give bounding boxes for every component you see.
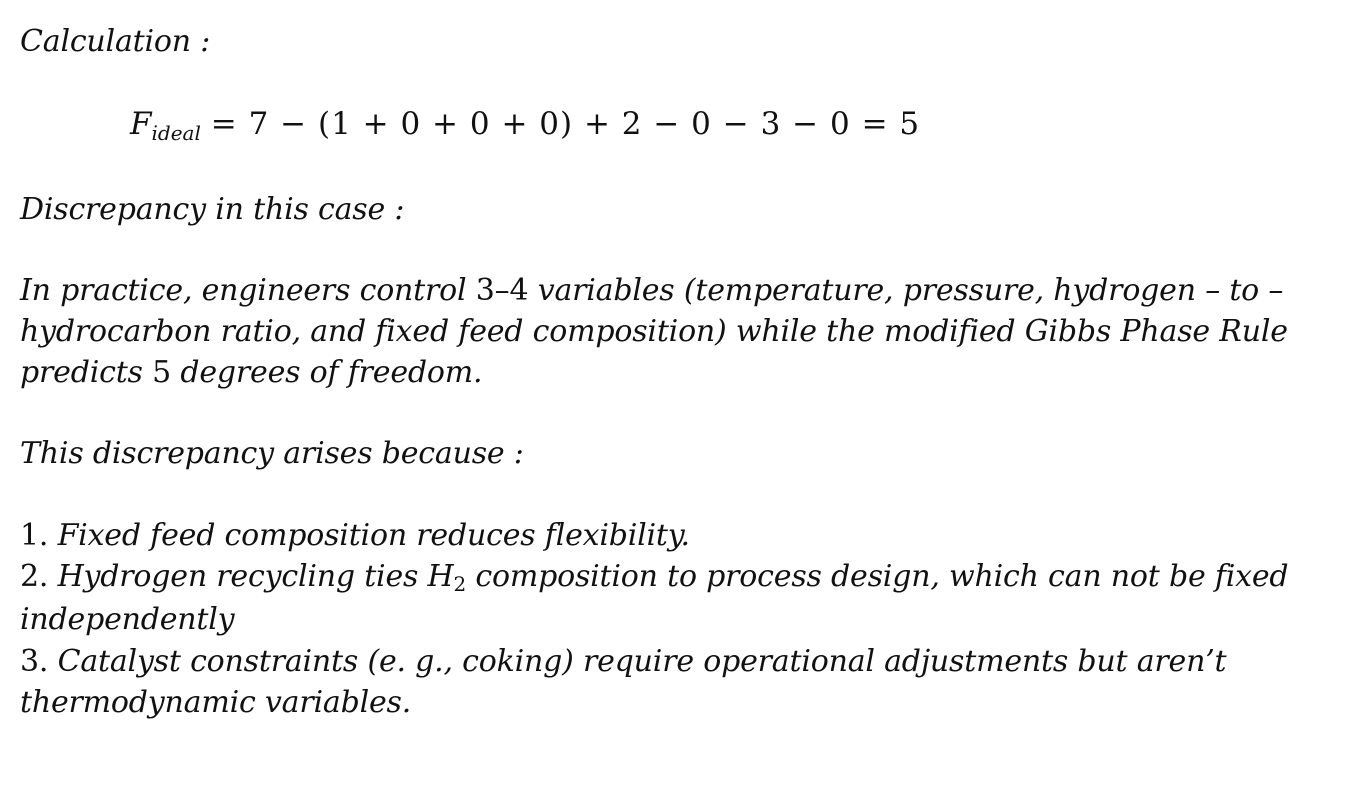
discrepancy-heading: Discrepancy in this case : — [20, 192, 405, 227]
equation-variable: F — [130, 106, 152, 142]
paragraph-line-2: hydrocarbon ratio, and fixed feed composition) while the modified Gibbs Phase Rule — [20, 314, 1288, 349]
reason-2-text-a: Hydrogen recycling ties H — [57, 559, 454, 594]
document-page — [20, 0, 1340, 788]
reason-2-subscript: 2 — [453, 572, 467, 596]
paragraph-line-3 — [20, 353, 482, 393]
paragraph-line-1-b: variables (temperature, pressure, hydrogen – to – — [528, 273, 1284, 308]
reason-2-text-b: composition to process design, which can not be fixed — [466, 559, 1289, 594]
paragraph-line-3-a: predicts — [20, 355, 153, 390]
paragraph-line-3-number: 5 — [152, 355, 171, 390]
reason-3-number: 3. — [20, 644, 58, 679]
because-heading: This discrepancy arises because : — [20, 436, 524, 471]
reason-3-text: Catalyst constraints (e. g., coking) require operational adjustments but aren’t — [57, 644, 1227, 679]
paragraph-line-1-number: 3–4 — [475, 273, 529, 308]
calculation-heading: Calculation : — [20, 24, 211, 59]
equation-subscript: ideal — [151, 121, 201, 145]
reason-1 — [20, 516, 690, 556]
paragraph-line-1-a: In practice, engineers control — [20, 273, 476, 308]
paragraph-line-3-b: degrees of freedom. — [170, 355, 483, 390]
paragraph-line-1 — [20, 271, 1283, 311]
reason-1-number: 1. — [20, 518, 58, 553]
reason-2-continuation: independently — [20, 602, 235, 637]
equation-rhs: = 7 − (1 + 0 + 0 + 0) + 2 − 0 − 3 − 0 = 5 — [210, 106, 921, 142]
reason-3-continuation: thermodynamic variables. — [20, 685, 412, 720]
reason-2 — [20, 557, 1288, 604]
reason-3 — [20, 642, 1226, 682]
reason-2-number: 2. — [20, 559, 58, 594]
ideal-degrees-of-freedom-equation — [130, 102, 920, 155]
reason-1-text: Fixed feed composition reduces flexibility. — [57, 518, 690, 553]
